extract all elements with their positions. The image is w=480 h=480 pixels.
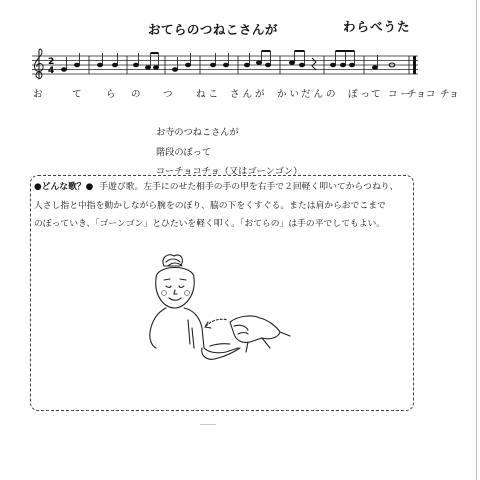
lyric-syllable: の — [131, 89, 141, 100]
lyric-syllable: ら — [106, 89, 116, 100]
lyric-syllable: ね こ — [196, 89, 219, 100]
explanation-line: 人さし指と中指を動かしながら腕をのぼり、脇の下をくすぐる。または肩からおでこまで — [34, 200, 386, 211]
lyric-syllable: だ ん — [301, 89, 324, 100]
lyric-syllable: お — [33, 89, 43, 100]
words-line: コーチョコチョ（又はゴーンゴン） — [156, 166, 303, 177]
lyric-syllable: の — [326, 89, 336, 100]
lyric-syllable: て — [371, 89, 381, 100]
explanation-line: のぼっていき、「ゴーンゴン」とひたいを軽く叩く。「おてらの」は手の平でしてもよい。 — [34, 219, 386, 229]
arrow — [206, 319, 228, 326]
explanation-heading: ●どんな歌？● — [34, 182, 94, 192]
song-title: おてらのつねこさんが — [148, 22, 278, 37]
time-sig-top: 2 — [48, 57, 55, 67]
lyric-syllable: コ — [426, 89, 436, 100]
music-staff — [30, 48, 420, 82]
page-edge — [476, 0, 477, 480]
explanation-text — [34, 178, 414, 234]
lyrics-row — [30, 86, 459, 100]
lyric-syllable: チョ — [440, 89, 459, 100]
song-words — [156, 123, 302, 182]
lyric-syllable: か い — [277, 89, 300, 100]
shoulder-left — [150, 308, 166, 348]
explanation-line: 手遊び歌。左手にのせた相手の手の甲を右手で２回軽く叩いてからつねり、 — [99, 182, 399, 192]
footer-mark — [200, 424, 216, 425]
lyric-syllable: つ — [163, 89, 173, 100]
lyric-syllable: チョ — [407, 89, 426, 100]
lyric-syllable: ぼ っ — [348, 89, 371, 100]
lyric-syllable: さ ん — [230, 89, 253, 100]
lyric-syllable: が — [255, 89, 265, 100]
pinching-hand — [230, 316, 280, 343]
hand-play-illustration — [130, 248, 300, 378]
time-sig-bottom: 4 — [48, 66, 55, 76]
lyric-syllable: コ ー — [388, 89, 411, 100]
face — [156, 268, 194, 309]
words-line: 階段のぼって — [156, 146, 212, 158]
song-credit: わらべうた — [343, 19, 411, 34]
words-line: お寺のつねこさんが — [156, 127, 239, 138]
treble-clef-icon — [34, 49, 43, 79]
lyric-syllable: て — [72, 89, 82, 100]
